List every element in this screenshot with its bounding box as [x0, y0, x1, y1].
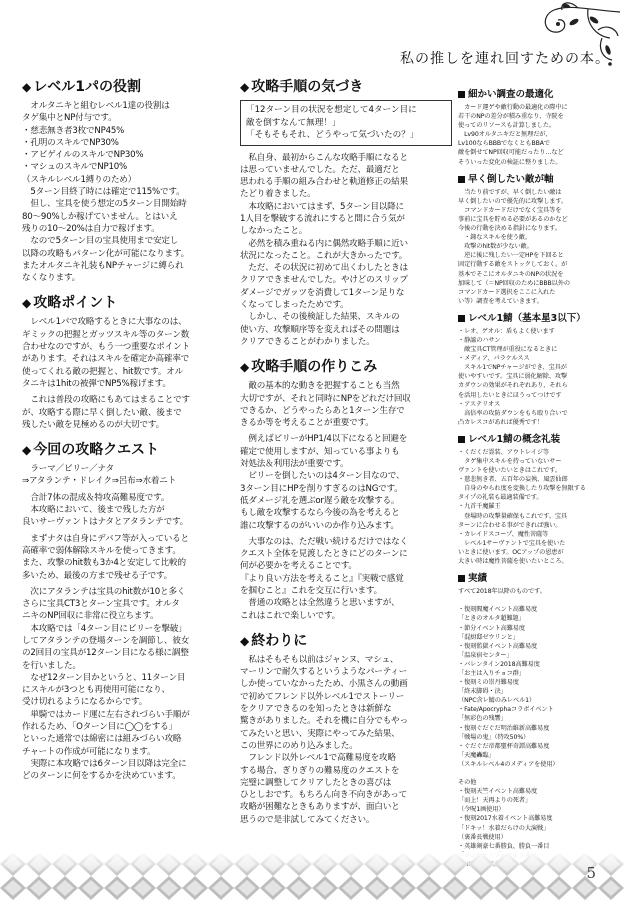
page-number: 5 — [586, 864, 596, 882]
sidebar-heading — [458, 312, 608, 325]
sidebar-title: レベル1鯖の概念礼装 — [468, 433, 561, 445]
section-heading — [240, 78, 452, 96]
section-heading — [22, 78, 232, 96]
paragraph: 5ターン目終了時には確定で115%です。 但し、宝具を使う想定の5ターン目開始時 80〜90%しか稼げていません。とはいえ 残りの10〜20%は自力で稼げます。 なので5ターン目の宝具使用まで安定し 以降の攻略もパターン化が可能になります。 またオルタニキ礼装もNPチャージに縛られ なくなります。 — [22, 187, 190, 284]
section-heading — [240, 358, 452, 376]
header-subtitle: 私の推しを連れ回すための本。 — [400, 51, 610, 67]
diamond-bullet-icon: ◆ — [22, 443, 32, 458]
section-title: 攻略手順の作りこみ — [251, 359, 378, 376]
paragraph: レベル1パで攻略するときに大事なのは、 ギミックの把握とガッツスキル等のターン数 合わせなのですが、もう一つ重要なポイント があります。それはスキルを確定か高確率で 使ってくれる敵の把握と、hit数です。オル タニキは1hitの被弾でNP5%稼げます。 — [22, 317, 190, 389]
paragraph: まずナタは自身にデバフ等が入っていると 高確率で弱体解除スキルを使ってきます。 また、攻撃のhit数も3か4と安定して比較的 多いため、最後の方まで残せる子です。 — [22, 533, 189, 581]
diamond-bullet-icon: ◆ — [240, 633, 250, 648]
section-title: 終わりに — [251, 632, 308, 649]
section-strategy-points — [22, 294, 232, 431]
sidebar-heading — [458, 88, 608, 101]
enemy-order: ラーマ／ビリー／ナタ ⇒アタランテ・ドレイク⇒呂布⇒水着ニト — [22, 464, 177, 487]
section-title: 今回の攻略クエスト — [33, 442, 159, 459]
paragraph: 敵の基本的な動きを把握することも当然 大切ですが、それと同時にNPをどれだけ回収 できるか、どうやったらあと1ターン生存で きるか等を考えることが重要です。 — [240, 381, 411, 429]
square-bullet-icon — [458, 176, 465, 183]
paragraph: オルタニキと組むレベル1達の役割は タゲ集中とNP付与です。 — [22, 101, 170, 124]
np-list: ・慈悲無き者3枚でNP45% ・孔明のスキルでNP30% ・アビゲイルのスキルでNP30% ・マシュのスキルでNP10% （スキルレベル1縛りのため） — [22, 125, 144, 185]
diamond-checker-border-icon — [0, 852, 624, 900]
section-heading — [22, 441, 232, 459]
column-right — [458, 88, 608, 875]
paragraph: 大事なのは、ただ戦い続けるだけではなく クエスト全体を見渡したときにどのターンに 何が必要かを考えることです。 『より良い方法を考えること』『実戦で感覚 を掴むこと』これを交互に行います。 普通の攻略とは全然違うと思いますが、 これはこれで楽しいです。 — [240, 536, 408, 621]
sidebar-text: ・レオ、ゲオル：盾もよく使います ・静謐のハサン 敵宝具CT管理が重役になるときに ・メディア、パラケルスス スキル1でNPチャージができ、宝具が 使いやすいです。宝具に弱化解除、攻撃 カダウンの効果がそれぞれあり、それら を活用したいときにほうってつけです ・アステリオス 高倍率の攻防ダウンをもち殴り合いで 凸カレスコがあれば優秀です！ — [458, 327, 568, 426]
diamond-bullet-icon: ◆ — [240, 360, 250, 375]
column-middle — [240, 78, 452, 836]
quote-box: 「12ターン目の状況を想定して4ターン目に 敵を倒すなんて無理！」 「そもそもそれ、どうやって気づいたの？」 — [240, 100, 452, 146]
section-title: 攻略手順の気づき — [251, 79, 364, 95]
diamond-bullet-icon: ◆ — [22, 80, 32, 94]
diamond-bullet-icon: ◆ — [22, 296, 32, 311]
section-conclusion — [240, 632, 452, 826]
achievements-list: すべて2018年以降のものです。 ・復刻閻魔イベント高難易度 「ときのオルタ超難題」 ・節分イベント高難易度 「混厨邸ゼウリンと」 ・復刻監獄イベント高難易度 「温泉宿センター」 ・バレンタイン2018高難易度 「お主は入りチョコ群」 ・復刻ミの崇丹難易度 「終末脚碍・決」 （NPC含レ鯖のみレベル1） ・Fate/Apocryphaコラボイベント 「無彩色の残響」 ・復刻ぐだぐだ明治維新高難易度 「戦場の鬼」（特攻50%） ・ぐだぐだ帝都聖杯奇譚高難易度 「天魔轟臨」 （スキルレベル4のメディアを使用） その他 ・復刻天竺イベント高難易度 「而上！天再よりの死者」 （令呪1画使用） ・復刻2017水着イベント高難易度 「ドキッ！水着だらけの大演戦」 （裏番長戦使用） ・英雄剣豪七番勝負、勝負一番目 — [458, 588, 559, 850]
sidebar-title: 早く倒したい敵が軸 — [468, 173, 554, 185]
sidebar-heading — [458, 572, 608, 585]
sidebar-text: カード運ゲや敵行動の最適化の際中に 若干のNPの差分が積み重なり、寺院を 使ってのリソースも計算しました。 Lv90オルタニキだと無理だが、 Lv100ならBBBでなくともBBAで 敵を倒せてNP回収可能だったり…など そういった変化の検証に整りました。 — [458, 104, 568, 166]
section-quest — [22, 441, 232, 782]
swirl-ornament-icon — [470, 0, 620, 90]
sidebar-title: 細かい調査の最適化 — [468, 89, 554, 100]
sidebar-heading — [458, 433, 608, 446]
sidebar-title: 実績 — [468, 573, 488, 585]
square-bullet-icon — [458, 91, 465, 98]
paragraph: これは普段の攻略にもあてはまることです が、攻略する際に早く倒したい敵、後まで 残したい敵を見極めるのが大切です。 — [22, 395, 190, 430]
paragraph: 私自身、最初からこんな攻略手順になると は思っていませんでした。ただ、最適だと 思われる手順の組み合わせと軌道修正の結果 たどり着きました。 本攻略においてはまず、5ターン目以降に 1人目を撃破する流れにすると間に合う気が しなかったこと。 必然を積み重ねる内に偶然攻略手順に近い 状況になったこと。これが大きかったです。 ただ、その状況に初めて出くわしたときは クリアできませんでした。やけどのスリップ ダメージでガッツを消費して1ターン足りな くなってしまったためです。 しかし、その後検証した結果、スキルの 使い方、攻撃順序等を変えればその問題は クリアできることがわかりました。 — [240, 152, 408, 347]
section-title: レベル1パの役割 — [33, 79, 141, 95]
section-title: 攻略ポイント — [33, 295, 118, 312]
paragraph: 例えばビリーがHP1/4以下になると回避を 確定で使用しますが、知っている事よりも 対処法＆利用法が重要です。 ビリーを倒したいのは4ターン目なので、 3ターン目にHPを削りすぎるのはNGです。 低ダメージ礼を選ぶor遅う敵を攻撃する。 もし敵を攻撃するなら今後の為を考えると 誰に攻撃するのがいいのか作り込みます。 — [240, 434, 408, 531]
paragraph: 合計7体の混成＆特攻高難易度です。 本攻略において、後まで残した方が 良いサーヴァントはナタとアタランテです。 — [22, 492, 189, 528]
paragraph: 次にアタランテは宝具のhit数が10と多く さらに宝具CT3とターン宝具です。オルタ ニキのNP回収に非常に役立ちます。 本攻略では「4ターン目にビリーを撃破」 してアタランテの登場ターンを調節し、彼女 の2回目の宝具が12ターン目になる様に調整 を行いました。 なぜ12ターン目かというと、11ターン目 にスキルが3つとも再使用可能になり、 受け切れるようになるからです。 単騎ではカード運に左右されづらい手順が 作れるため、「Oターン目に◯◯をする」 といった通常では綿密には組みづらい攻略 チャートの作成が可能になります。 実際に本攻略では6ターン目以降は完全に どのターンに何をするかを決めています。 — [22, 586, 190, 782]
sidebar-text: 当たり前ですが、早く倒したい敵は 早く倒したいので優先的に攻撃します。 コマンドカードだけでなく宝具等を 事前に宝具を貯める必要があるのかなど 今後の行動を決める指針になります。 ・鐘なスキルを使う敵。 攻撃のhit数が少ない敵。 逆に後に残したい一定HPを下回ると 固定行動する敵をストックしておく。が 基本でそこにオルタニキのNPの状況を 加味して（＝NP回収のためにBBB以外の コマンドカード選択をここに入れた い等）調査を考えていきます。 — [458, 188, 570, 305]
sidebar-heading — [458, 173, 608, 186]
column-left — [22, 78, 232, 793]
square-bullet-icon — [458, 575, 465, 582]
sidebar-title: レベル1鯖（基本星3以下） — [468, 312, 586, 324]
section-refinement — [240, 358, 452, 622]
section-insight — [240, 78, 452, 348]
sidebar-text: ・くだくだ霊装、アウトレイジ等 タゲ集中スキルを持っていないサー ヴァントを使いたいときはこれです。 ・慈悲無き者、五百年の妄執、風雲仙郎 自身のやられ度を変換したり攻撃を無限する タイプの礼装も最適装備です。 ・九首千魔羅王 登場時の攻撃量確保もこれです。宝具 ターンに合わせる事ができれば強い。 ・カレイドスコープ、魔性菩薩等 レベル1サーヴァントで宝具を使いた いときに使います。OCアップの恩恵が 大きい時は魔性菩薩を使いたいところ。 — [458, 448, 586, 566]
paragraph: 私はそもそも以前はジャンヌ、マシュ、 マーリンで耐久するというようなパーティー しか使っていなかったため、小黒さんの動画 で初めてフレンド以外レベル1でストーリー をクリアできるのを知ったときは新鮮な 驚きがありました。それを機に自分でもやっ てみたいと思い、実際にやってみた結果、 この世界にのめり込みました。 フレンド以外レベル1で高難易度を攻略 する場合、ぎりぎりの難易度のクエストを 完璧に調整してクリアしたときの喜びは ひとしおです。もちろん向き不向きがあって 攻略が困難なときもありますが、面白いと 思うので是非試してみてください。 — [240, 654, 408, 825]
square-bullet-icon — [458, 315, 465, 322]
diamond-bullet-icon: ◆ — [240, 80, 250, 94]
section-heading — [22, 294, 232, 312]
section-level1-role — [22, 78, 232, 284]
square-bullet-icon — [458, 436, 465, 443]
section-heading — [240, 632, 452, 650]
